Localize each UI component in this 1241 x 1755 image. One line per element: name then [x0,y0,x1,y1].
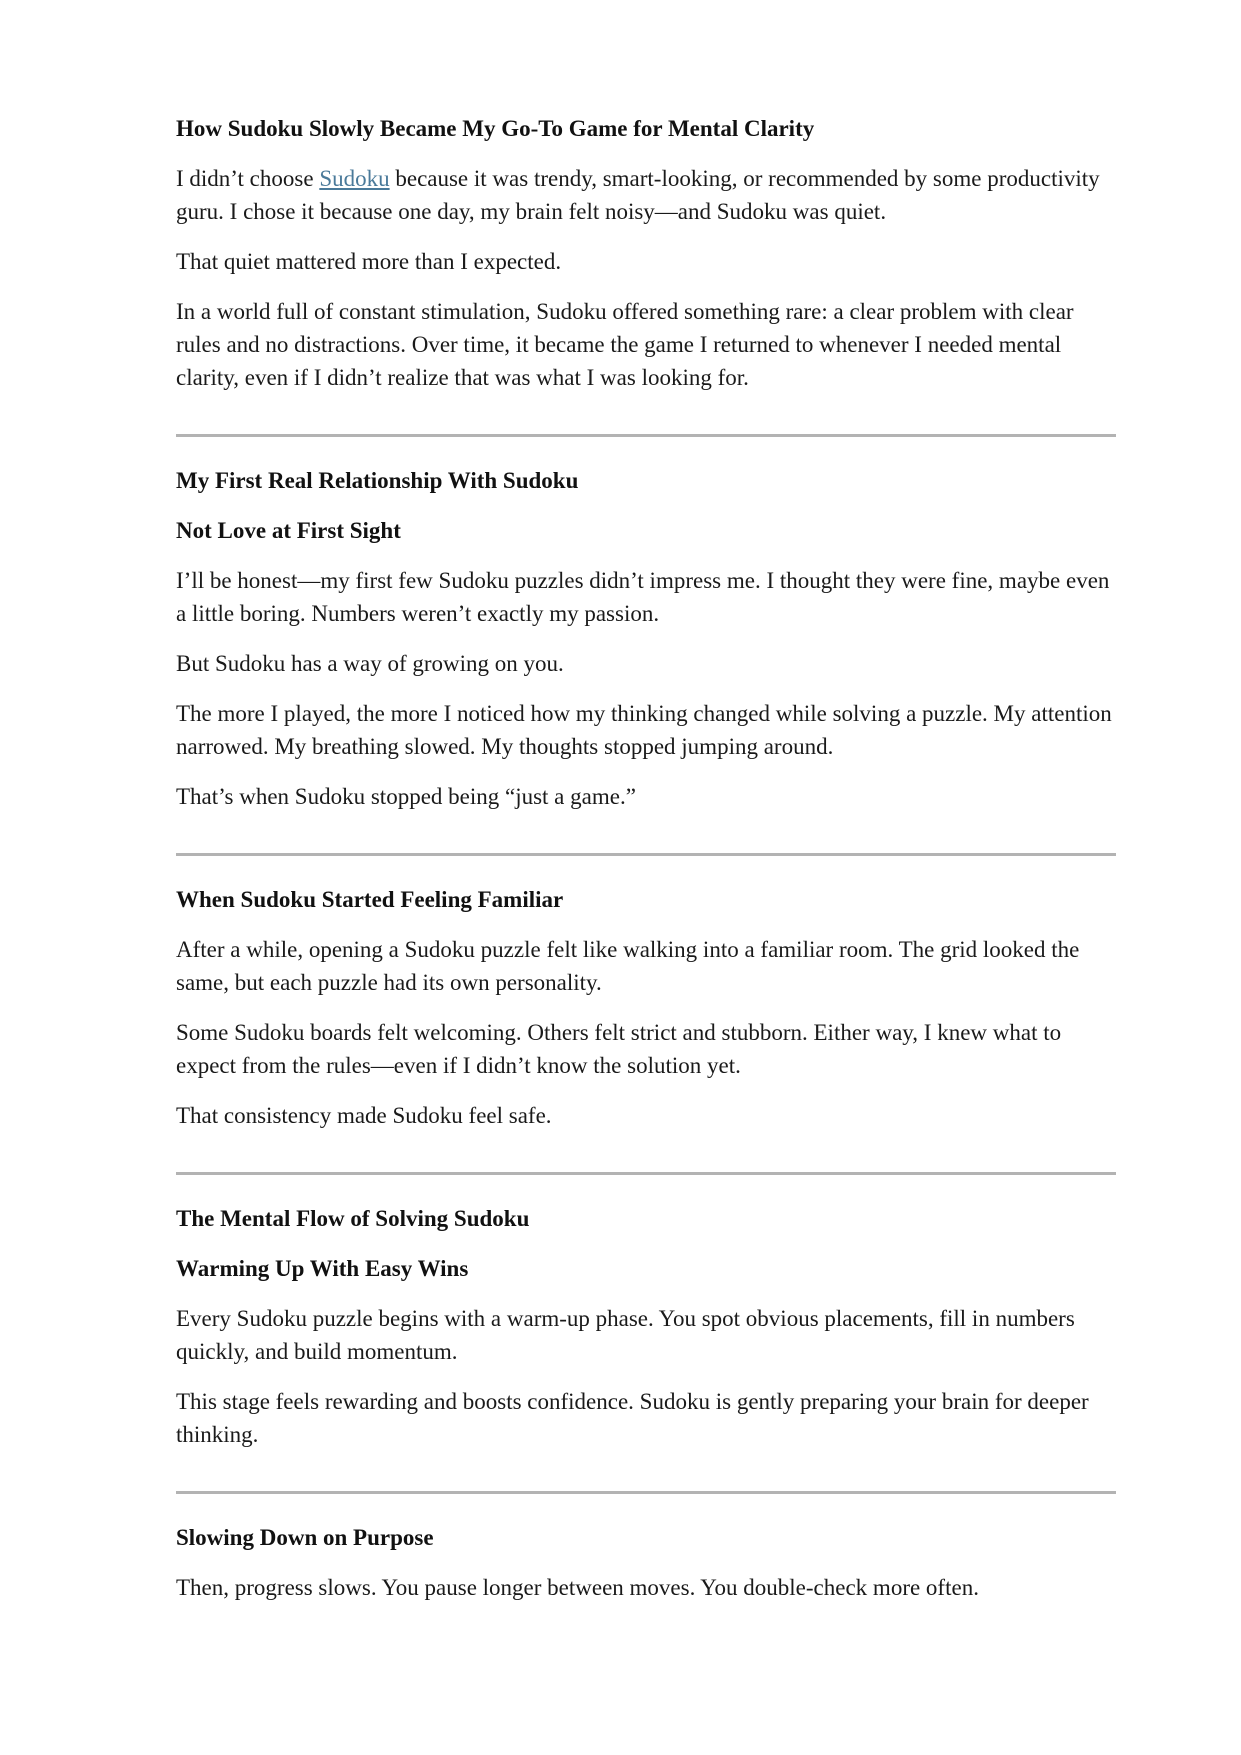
paragraph: That’s when Sudoku stopped being “just a game.” [176,784,636,809]
heading-mental-flow: The Mental Flow of Solving Sudoku [176,1206,530,1231]
heading-slowing-down: Slowing Down on Purpose [176,1525,434,1550]
paragraph: The more I played, the more I noticed how my thinking changed while solving a puzzle. My attention narrowed. My breathing slowed. My thoughts stopped jumping around. [176,701,1112,759]
document-page [176,112,1116,1621]
paragraph: That consistency made Sudoku feel safe. [176,1103,552,1128]
paragraph: I’ll be honest—my first few Sudoku puzzles didn’t impress me. I thought they were fine, maybe even a little boring. Numbers weren’t exactly my passion. [176,568,1110,626]
section-mental-flow [176,1202,1116,1451]
section-intro [176,112,1116,394]
paragraph [176,162,1116,228]
subheading-not-love: Not Love at First Sight [176,518,401,543]
paragraph: But Sudoku has a way of growing on you. [176,651,564,676]
sudoku-link[interactable]: Sudoku [319,166,390,191]
section-slowing-down [176,1521,1116,1604]
paragraph: In a world full of constant stimulation, Sudoku offered something rare: a clear problem with clear rules and no distractions. Over time, it became the game I returned to whenever I needed mental clarity, even if I didn’t realize that was what I was looking for. [176,299,1074,390]
paragraph-text: because it was trendy, smart-looking, or recommended by some productivity guru. I chose it because one day, my brain felt noisy—and Sudoku was quiet. [176,166,1100,224]
paragraph: Some Sudoku boards felt welcoming. Others felt strict and stubborn. Either way, I knew what to expect from the rules—even if I didn’t know the solution yet. [176,1020,1062,1078]
heading-familiar: When Sudoku Started Feeling Familiar [176,887,564,912]
heading-first-relationship: My First Real Relationship With Sudoku [176,468,579,493]
section-first-relationship [176,464,1116,813]
subheading-warming-up: Warming Up With Easy Wins [176,1256,469,1281]
section-familiar [176,883,1116,1132]
paragraph: That quiet mattered more than I expected. [176,249,562,274]
paragraph: After a while, opening a Sudoku puzzle felt like walking into a familiar room. The grid looked the same, but each puzzle had its own personality. [176,937,1080,995]
paragraph: This stage feels rewarding and boosts confidence. Sudoku is gently preparing your brain for deeper thinking. [176,1389,1089,1447]
heading-intro: How Sudoku Slowly Became My Go-To Game for Mental Clarity [176,116,815,141]
paragraph: Then, progress slows. You pause longer between moves. You double-check more often. [176,1575,979,1600]
paragraph-text: I didn’t choose [176,166,320,191]
paragraph: Every Sudoku puzzle begins with a warm-up phase. You spot obvious placements, fill in numbers quickly, and build momentum. [176,1306,1075,1364]
